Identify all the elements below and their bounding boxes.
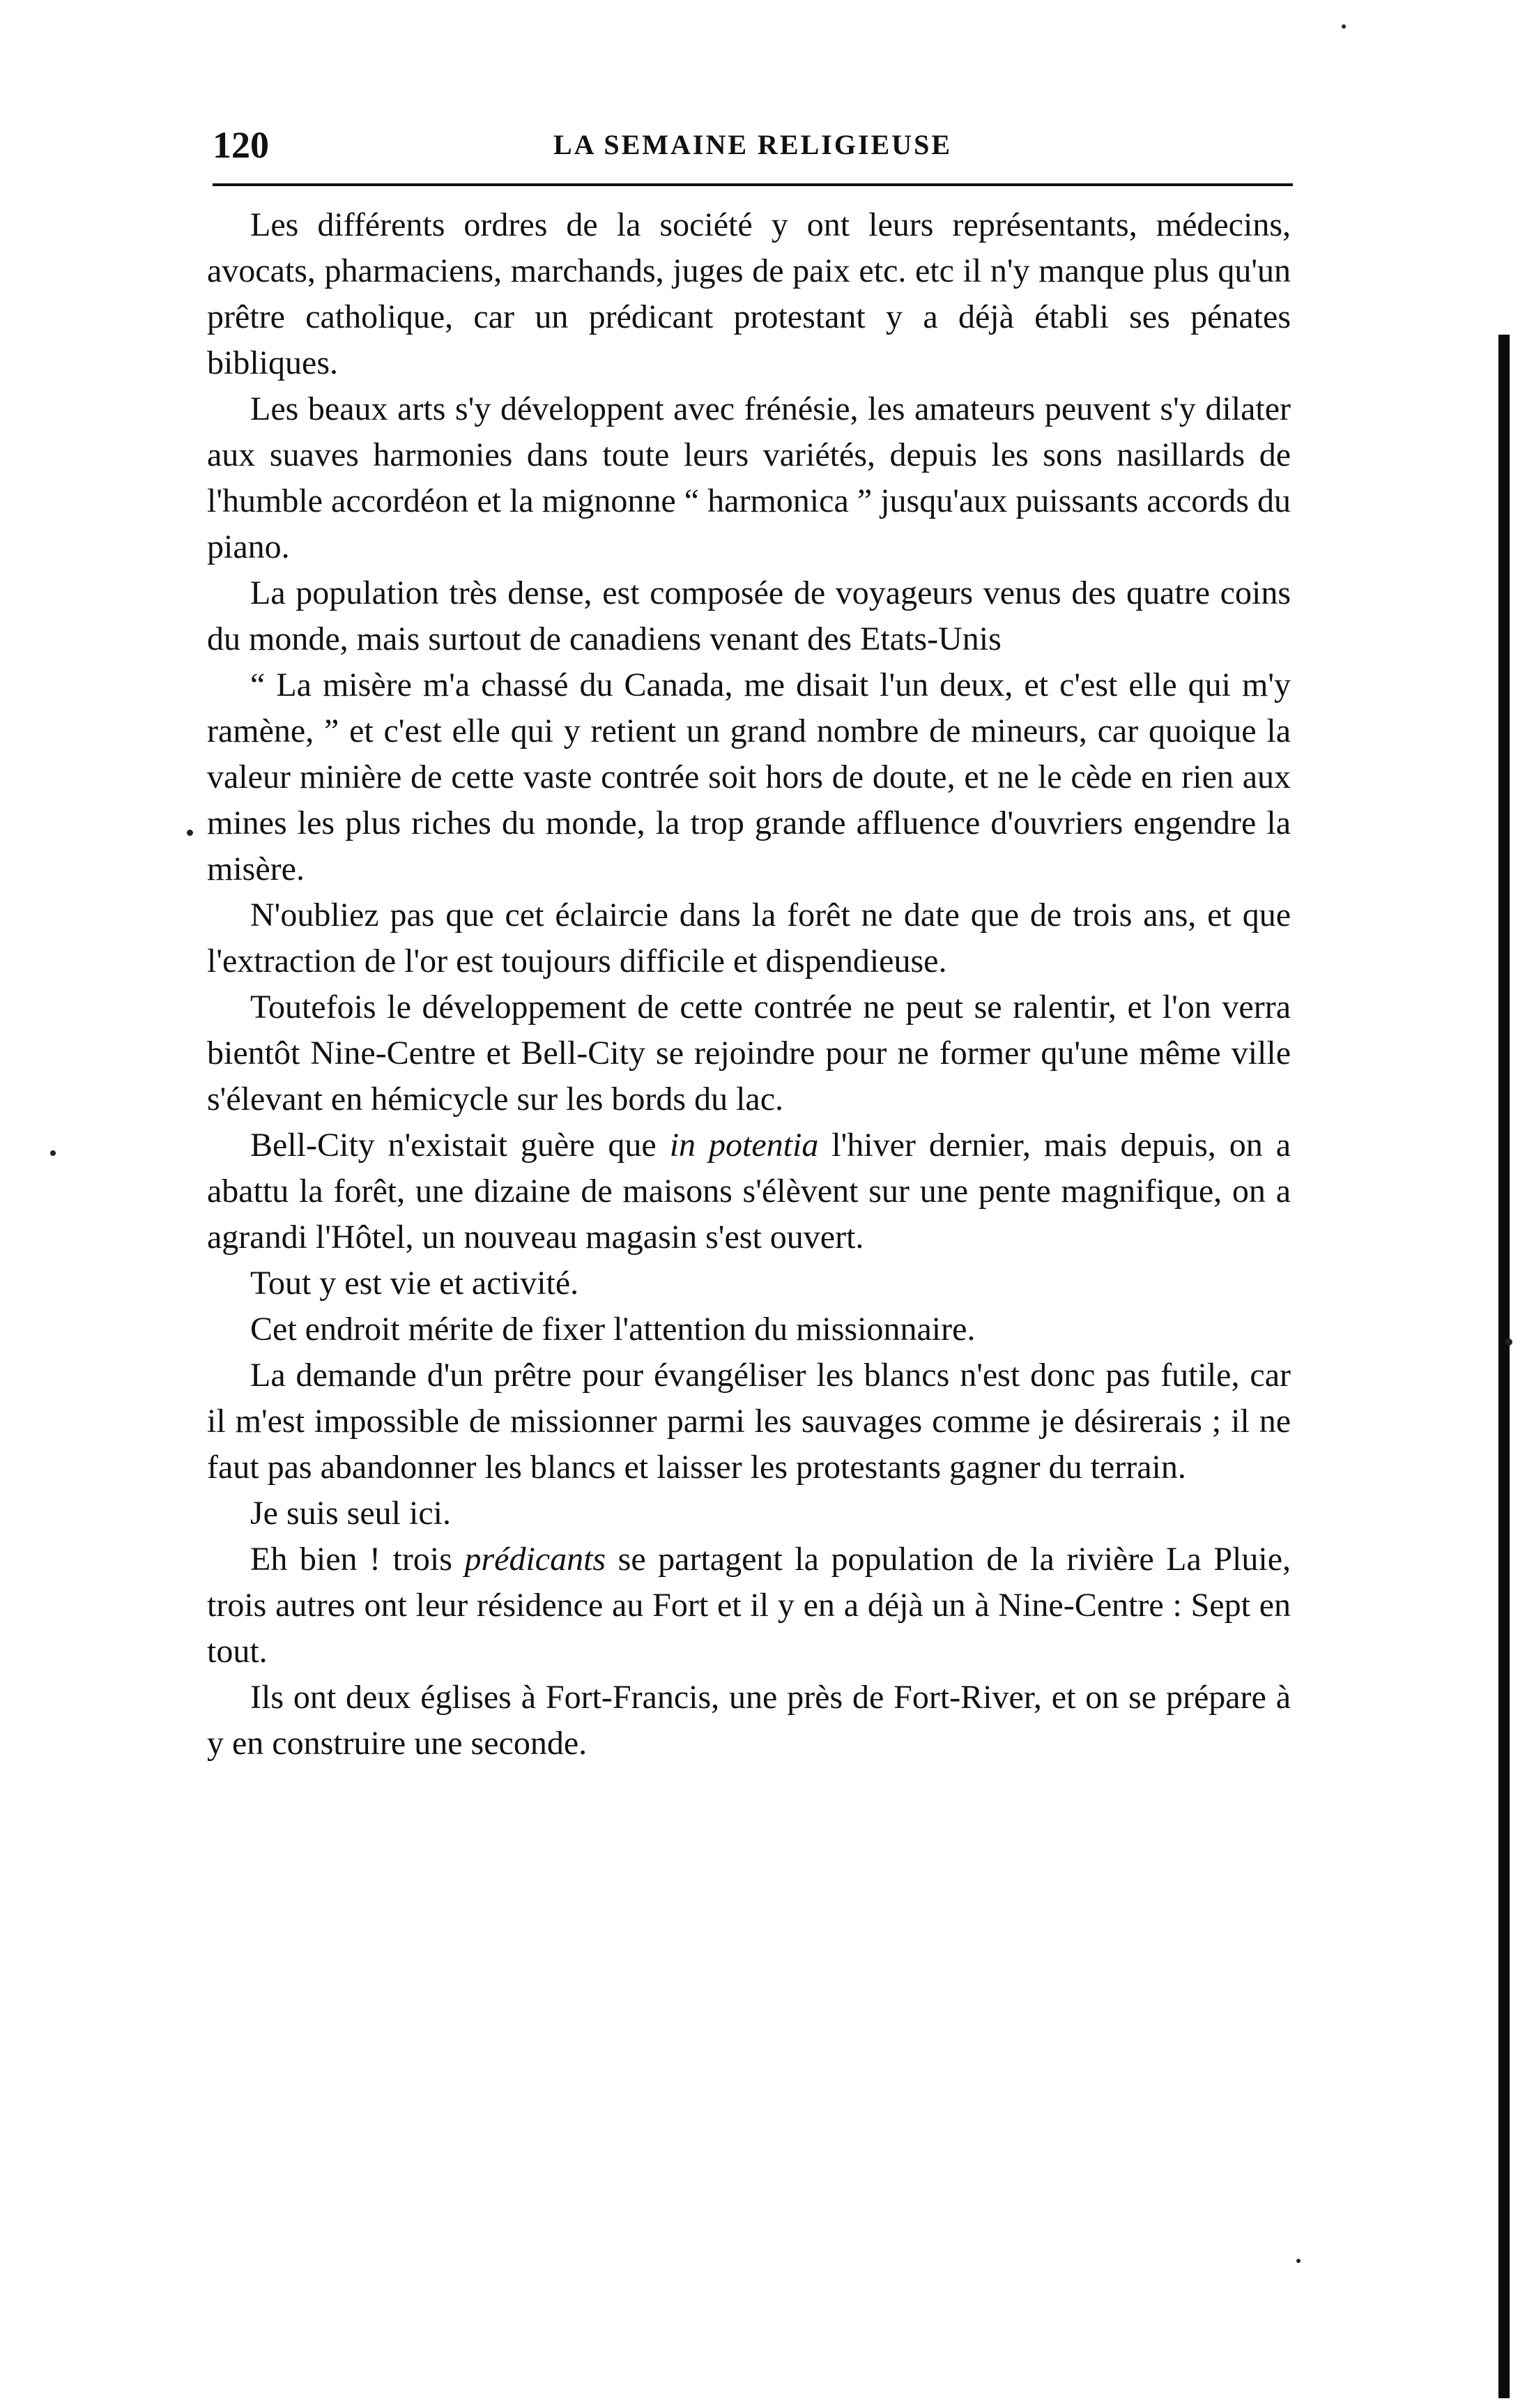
paragraph: Ils ont deux églises à Fort-Francis, une près de Fort-River, et on se prépare à y en construire une seconde. xyxy=(207,1679,1291,1762)
header-rule xyxy=(213,183,1293,186)
scan-speck xyxy=(1505,1339,1512,1346)
scan-speck xyxy=(1342,24,1346,29)
paragraph-text: l'hiver dernier, mais depuis, on a abattu la forêt, une dizaine de maisons s'élèvent sur une pente magnifique, on a agrandi l'Hôtel, un nouveau magasin s'est ouvert. xyxy=(207,1127,1291,1256)
paragraph-text: Eh bien ! trois xyxy=(250,1541,465,1578)
paragraph xyxy=(207,1537,1291,1675)
italic-phrase: in potentia xyxy=(669,1127,819,1164)
italic-phrase: prédicants xyxy=(464,1541,606,1578)
scan-margin-shadow xyxy=(1498,335,1510,2398)
paragraph: Tout y est vie et activité. xyxy=(250,1265,579,1302)
paragraph: “ La misère m'a chassé du Canada, me disait l'un deux, et c'est elle qui m'y ramène, ” et c'est elle qui y retient un grand nombre de mineurs, car quoique la valeur minière de cette vaste contrée soit hors de doute, et ne le cède en rien aux mines les plus riches du monde, la trop grande affluence d'ouvriers engendre la misère. xyxy=(207,666,1291,887)
paragraph: Cet endroit mérite de fixer l'attention du missionnaire. xyxy=(250,1311,976,1348)
paragraph: Les beaux arts s'y développent avec frénésie, les amateurs peuvent s'y dilater aux suaves harmonies dans toute leurs variétés, depuis les sons nasillards de l'humble accordéon et la mignonne “ harmonica ” jusqu'aux puissants accords du piano. xyxy=(207,390,1291,565)
paragraph xyxy=(207,1122,1291,1260)
scan-speck xyxy=(187,830,193,836)
paragraph-text: Bell-City n'existait guère que xyxy=(250,1127,670,1164)
paragraph: Je suis seul ici. xyxy=(250,1495,451,1532)
running-title: LA SEMAINE RELIGIEUSE xyxy=(553,129,953,160)
paragraph: La population très dense, est composée de voyageurs venus des quatre coins du monde, mais surtout de canadiens venant des Etats-Unis xyxy=(207,574,1291,657)
paragraph: Les différents ordres de la société y ont leurs représentants, médecins, avocats, pharmaciens, marchands, juges de paix etc. etc il n'y manque plus qu'un prêtre catholique, car un prédicant protestant y a déjà établi ses pénates bibliques. xyxy=(207,206,1291,381)
page-number: 120 xyxy=(213,124,269,166)
scan-speck xyxy=(50,1150,56,1156)
paragraph: La demande d'un prêtre pour évangéliser les blancs n'est donc pas futile, car il m'est impossible de missionner parmi les sauvages comme je désirerais ; il ne faut pas abandonner les blancs et laisser les protestants gagner du terrain. xyxy=(207,1357,1291,1486)
paragraph: N'oubliez pas que cet éclaircie dans la forêt ne date que de trois ans, et que l'extraction de l'or est toujours difficile et dispendieuse. xyxy=(207,897,1291,980)
paragraph-text: se partagent la population de la rivière La Pluie, trois autres ont leur résidence au Fort et il y en a déjà un à Nine-Centre : Sept en tout. xyxy=(207,1541,1291,1670)
page-header xyxy=(213,117,1293,173)
body-text xyxy=(207,202,1291,1767)
paragraph: Toutefois le développement de cette contrée ne peut se ralentir, et l'on verra bientôt Nine-Centre et Bell-City se rejoindre pour ne former qu'une même ville s'élevant en hémicycle sur les bords du lac. xyxy=(207,989,1291,1118)
scan-speck xyxy=(1296,2259,1301,2263)
